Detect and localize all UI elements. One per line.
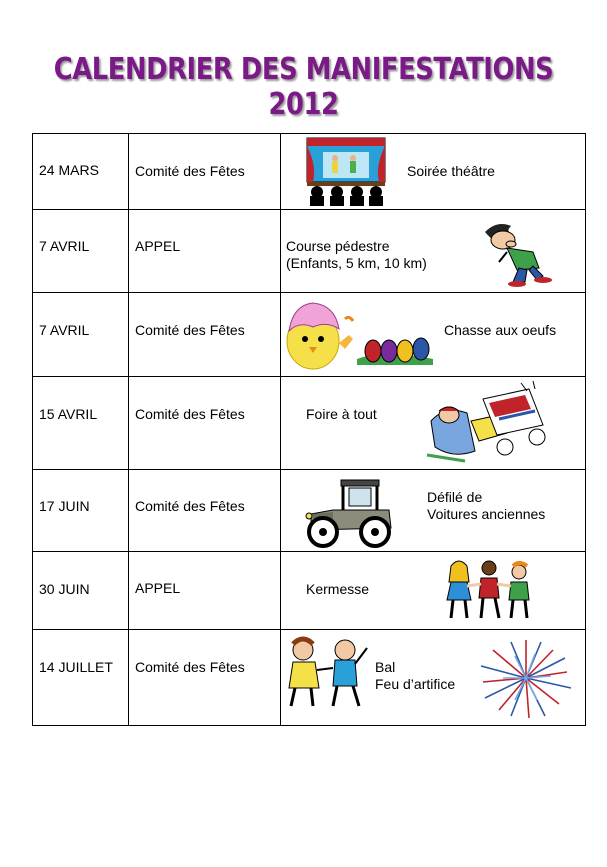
event-cell <box>281 470 586 552</box>
event-cell <box>281 293 586 377</box>
date-cell <box>33 293 129 377</box>
event-name: Chasse aux oeufs <box>444 322 557 338</box>
event-date: 7 AVRIL <box>39 322 90 338</box>
event-name: Foire à tout <box>306 406 377 422</box>
event-organizer: Comité des Fêtes <box>135 498 245 514</box>
event-date: 14 JUILLET <box>39 659 113 675</box>
event-name: Soirée théâtre <box>407 163 495 179</box>
organizer-cell <box>129 552 281 630</box>
date-cell <box>33 377 129 470</box>
event-cell <box>281 210 586 293</box>
event-cell <box>281 377 586 470</box>
date-cell <box>33 134 129 210</box>
date-cell <box>33 630 129 726</box>
table-row <box>33 630 586 726</box>
table-row <box>33 134 586 210</box>
table-row <box>33 552 586 630</box>
date-cell <box>33 470 129 552</box>
event-date: 30 JUIN <box>39 581 90 597</box>
event-date: 17 JUIN <box>39 498 90 514</box>
event-date: 24 MARS <box>39 162 99 178</box>
table-row <box>33 377 586 470</box>
table-row <box>33 293 586 377</box>
event-organizer: Comité des Fêtes <box>135 406 245 422</box>
event-organizer: Comité des Fêtes <box>135 163 245 179</box>
fireworks-icon <box>471 636 581 720</box>
organizer-cell <box>129 293 281 377</box>
table-row <box>33 210 586 293</box>
table-row <box>33 470 586 552</box>
event-cell <box>281 630 586 726</box>
event-organizer: Comité des Fêtes <box>135 659 245 675</box>
event-name: Kermesse <box>306 581 370 597</box>
event-organizer: APPEL <box>135 580 181 596</box>
event-name: Bal Feu d’artifice <box>375 659 456 692</box>
organizer-cell <box>129 630 281 726</box>
page-title: CALENDRIER DES MANIFESTATIONS 2012 <box>53 52 554 122</box>
date-cell <box>33 210 129 293</box>
flea-market-cart-icon <box>425 381 555 465</box>
event-organizer: Comité des Fêtes <box>135 322 245 338</box>
vintage-car-icon <box>303 476 395 550</box>
event-date: 7 AVRIL <box>39 238 90 254</box>
events-table <box>32 133 586 726</box>
organizer-cell <box>129 470 281 552</box>
event-name: Course pédestre (Enfants, 5 km, 10 km) <box>286 238 427 271</box>
event-cell <box>281 552 586 630</box>
organizer-cell <box>129 134 281 210</box>
event-cell <box>281 134 586 210</box>
event-date: 15 AVRIL <box>39 406 98 422</box>
easter-chick-eggs-icon <box>283 299 433 373</box>
children-dancing-icon <box>441 556 537 628</box>
event-name: Défilé de Voitures anciennes <box>427 489 546 522</box>
dancers-icon <box>283 636 371 710</box>
organizer-cell <box>129 210 281 293</box>
event-organizer: APPEL <box>135 238 181 254</box>
organizer-cell <box>129 377 281 470</box>
theater-stage-icon <box>305 136 387 206</box>
runner-cartoon-icon <box>477 218 559 288</box>
date-cell <box>33 552 129 630</box>
